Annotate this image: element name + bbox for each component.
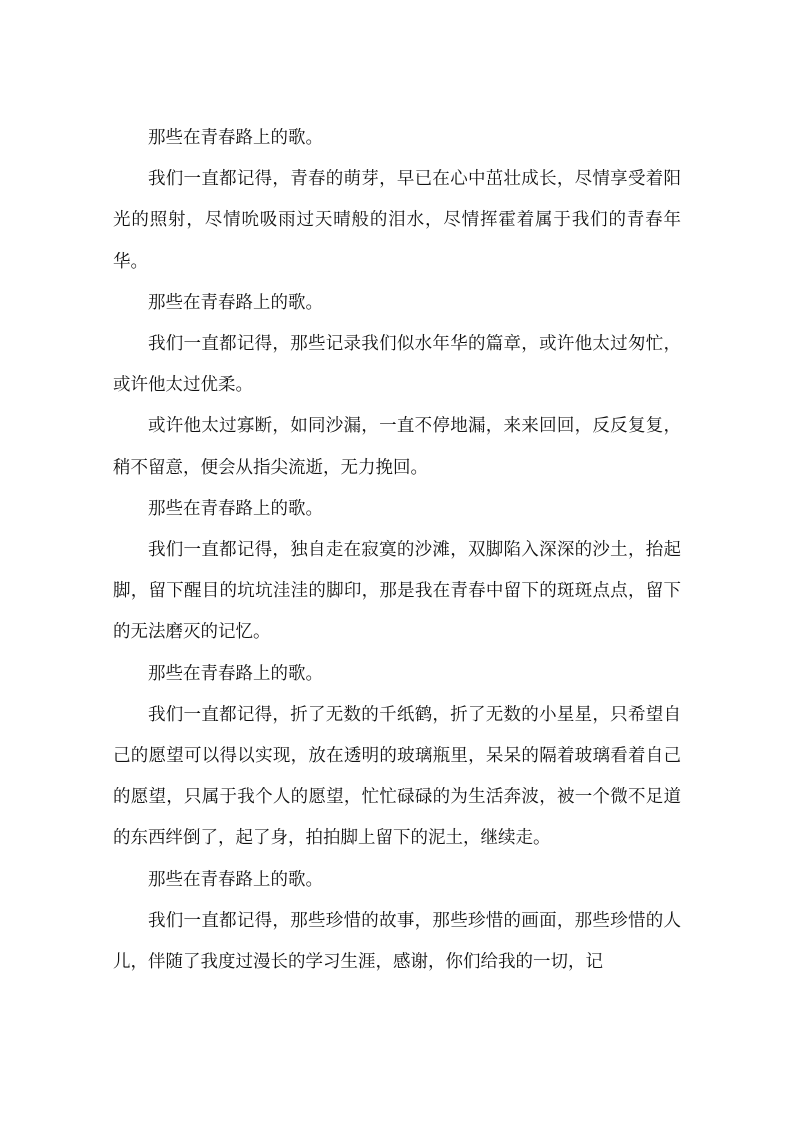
paragraph-1: 那些在青春路上的歌。	[148, 128, 323, 148]
paragraph-4: 我们一直都记得，那些记录我们似水年华的篇章，或许他太过匆忙，或许他太过优柔。	[113, 334, 681, 396]
paragraph-7: 我们一直都记得，独自走在寂寞的沙滩，双脚陷入深深的沙土，抬起脚，留下醒目的坑坑洼洼的脚印，那是我在青春中留下的斑斑点点，留下的无法磨灭的记忆。	[113, 540, 681, 643]
paragraph-5: 或许他太过寡断，如同沙漏，一直不停地漏，来来回回，反反复复，稍不留意，便会从指尖流逝，无力挽回。	[113, 416, 681, 478]
paragraph-8: 那些在青春路上的歌。	[148, 663, 323, 684]
paragraph-9: 我们一直都记得，折了无数的千纸鹤，折了无数的小星星，只希望自己的愿望可以得以实现，放在透明的玻璃瓶里，呆呆的隔着玻璃看着自己的愿望，只属于我个人的愿望，忙忙碌碌的为生活奔波，被一个微不足道的东西绊倒了，起了身，拍拍脚上留下的泥土，继续走。	[113, 704, 681, 849]
paragraph-11: 我们一直都记得，那些珍惜的故事，那些珍惜的画面，那些珍惜的人儿，伴随了我度过漫长的学习生涯，感谢，你们给我的一切，记	[113, 910, 681, 973]
paragraph-3: 那些在青春路上的歌。	[148, 292, 323, 313]
paragraph-10: 那些在青春路上的歌。	[148, 869, 323, 890]
paragraph-6: 那些在青春路上的歌。	[148, 498, 323, 519]
document-body	[113, 118, 681, 983]
paragraph-2: 我们一直都记得，青春的萌芽，早已在心中茁壮成长，尽情享受着阳光的照射，尽情吮吸雨过天晴般的泪水，尽情挥霍着属于我们的青春年华。	[113, 169, 681, 272]
